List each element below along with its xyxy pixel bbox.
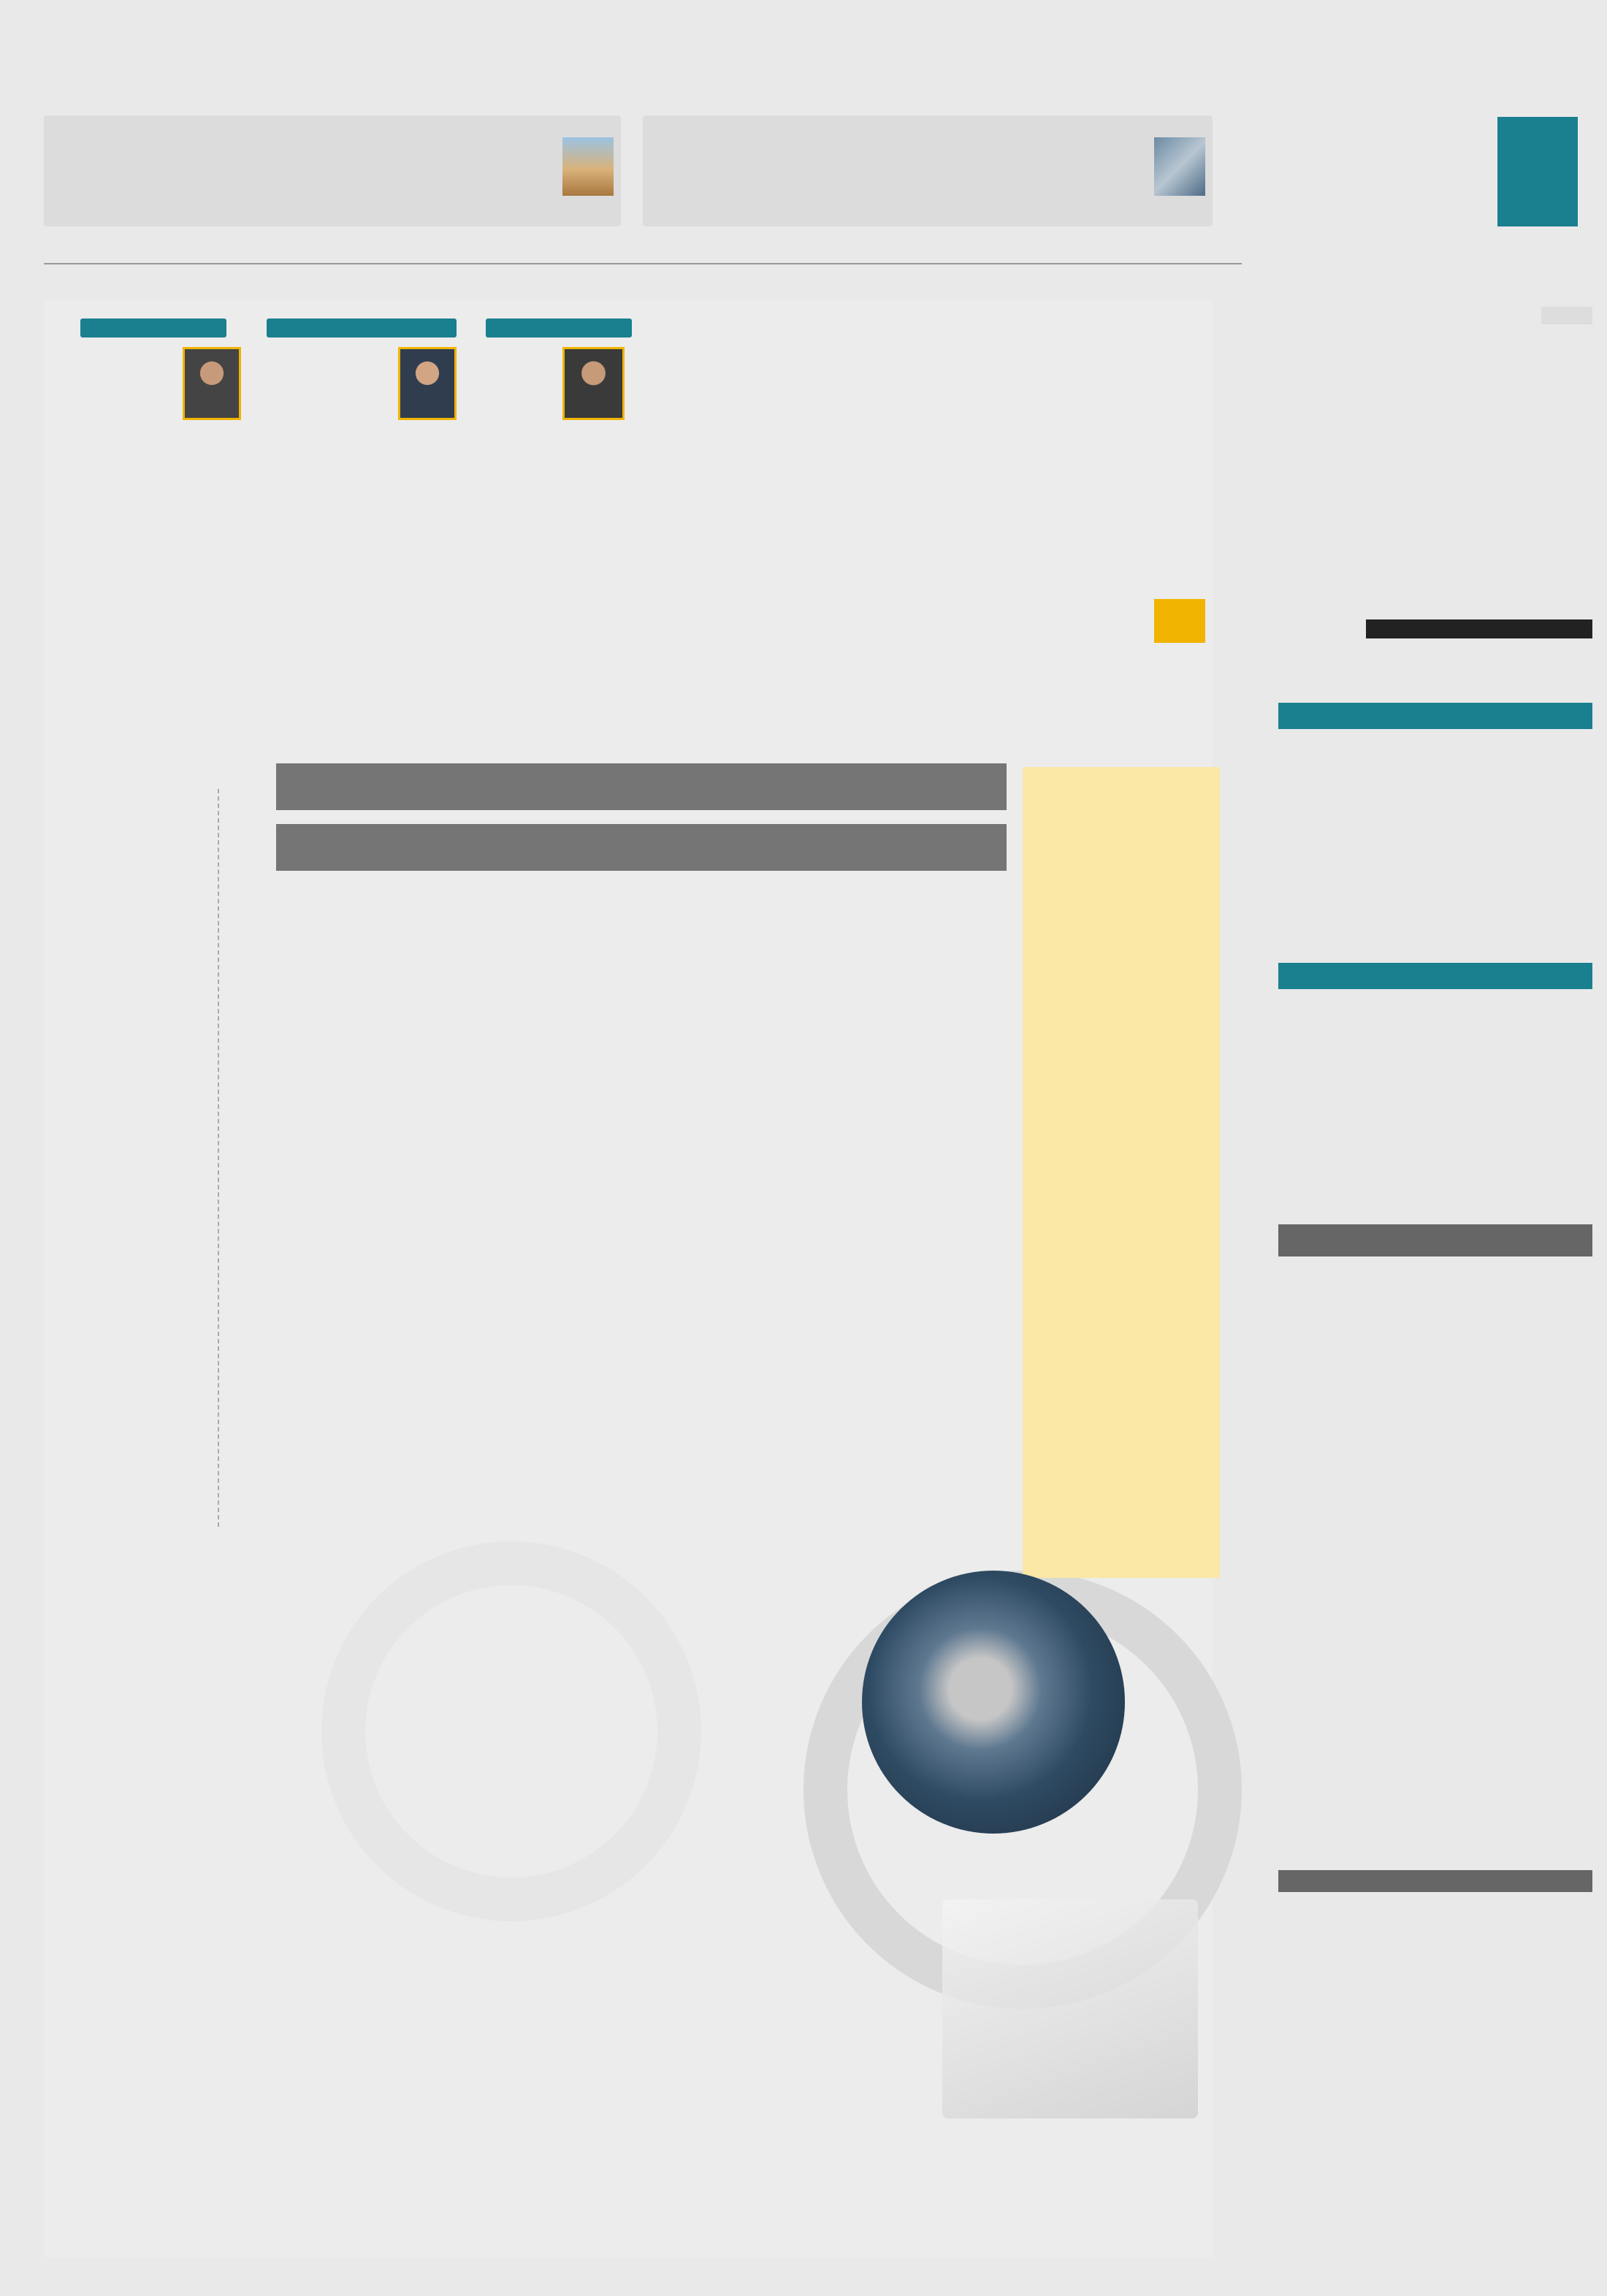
side-change-donuts xyxy=(1278,1282,1592,1414)
gen-tab-manzour xyxy=(80,319,226,337)
revenue-bar xyxy=(276,824,1007,871)
rural-header xyxy=(1278,963,1592,989)
side-black-label xyxy=(1366,619,1592,638)
infl-chart xyxy=(511,1899,920,2140)
unemp-donut-chart xyxy=(256,942,614,1249)
gen-tab-khandouzi xyxy=(486,319,632,337)
tax-chart xyxy=(526,1629,804,1877)
urban-header xyxy=(1278,703,1592,729)
news-photo xyxy=(1154,137,1205,196)
growth-chart xyxy=(526,1300,1008,1563)
brand-logo xyxy=(1337,135,1483,164)
divider xyxy=(44,263,1242,264)
gini-chart xyxy=(256,1308,497,1556)
gen-photo-farzin xyxy=(398,347,457,420)
page-number-badge xyxy=(1497,117,1578,226)
side-tag xyxy=(1541,307,1592,324)
gen-text-khandouzi-cont xyxy=(486,427,628,734)
employ-chart xyxy=(58,1614,504,1856)
quotes-column xyxy=(44,789,219,1527)
papers-photo xyxy=(942,1899,1198,2118)
housing-chart xyxy=(1278,1896,1592,2064)
workshop-photo xyxy=(862,1571,1125,1834)
ten-news-panel xyxy=(1023,767,1220,1578)
gen-photo-manzour xyxy=(183,347,241,420)
gen-tab-farzin xyxy=(267,319,457,337)
change-title xyxy=(1278,1224,1592,1256)
housing-title xyxy=(1278,1870,1592,1892)
project-bar xyxy=(276,763,1007,810)
section-logo xyxy=(1337,164,1461,230)
news-photo xyxy=(562,137,614,196)
gen-photo-khandouzi xyxy=(562,347,625,420)
news-box-stock[interactable] xyxy=(643,115,1213,226)
capital-chart xyxy=(628,920,1008,1242)
news-box-land[interactable] xyxy=(44,115,621,226)
report-tag xyxy=(1154,599,1205,643)
